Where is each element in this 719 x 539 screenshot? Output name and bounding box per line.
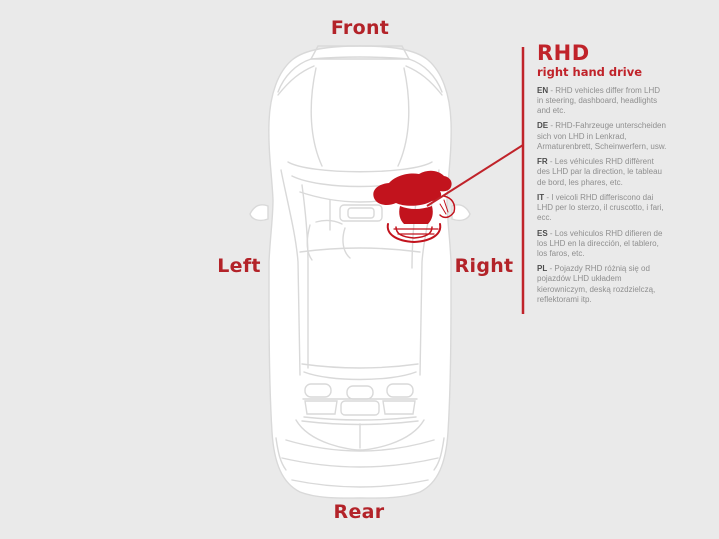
language-list	[537, 86, 667, 305]
language-entry-de	[537, 121, 667, 152]
label-right: Right	[454, 255, 514, 277]
language-text-pl: - Pojazdy RHD różnią się od pojazdów LHD układem kierowniczym, deską rozdzielczą, reflektorami itp.	[537, 264, 656, 304]
rhd-info-panel	[537, 42, 667, 305]
left-mirror	[250, 205, 268, 221]
label-rear: Rear	[333, 501, 385, 523]
language-code-it: IT	[537, 192, 545, 202]
language-entry-pl	[537, 264, 667, 305]
language-code-es: ES	[537, 228, 548, 238]
panel-title: RHD	[537, 41, 590, 65]
label-front: Front	[330, 17, 390, 39]
car-body-group	[250, 46, 470, 498]
language-text-en: - RHD vehicles differ from LHD in steering, dashboard, headlights and etc.	[537, 85, 661, 116]
language-code-pl: PL	[537, 264, 548, 274]
language-code-en: EN	[537, 85, 549, 95]
language-text-es: - Los vehiculos RHD difieren de los LHD en la dirección, el tablero, los faros, etc.	[537, 228, 663, 258]
language-code-de: DE	[537, 121, 549, 131]
language-entry-en	[537, 86, 667, 117]
language-entry-it	[537, 193, 667, 224]
panel-subtitle: right hand drive	[537, 65, 643, 80]
language-text-it: - I veicoli RHD differiscono dai LHD per lo sterzo, il cruscotto, i fari, ecc.	[537, 192, 664, 223]
language-entry-es	[537, 229, 667, 260]
label-left: Left	[217, 255, 261, 277]
language-entry-fr	[537, 157, 667, 188]
language-code-fr: FR	[537, 157, 548, 167]
language-text-de: - RHD-Fahrzeuge unterscheiden sich von LHD in Lenkrad, Armaturenbrett, Scheinwerfern, usw.	[537, 121, 667, 151]
language-text-fr: - Les véhicules RHD diffèrent des LHD par la direction, le tableau de bord, les phares, etc.	[537, 157, 662, 187]
